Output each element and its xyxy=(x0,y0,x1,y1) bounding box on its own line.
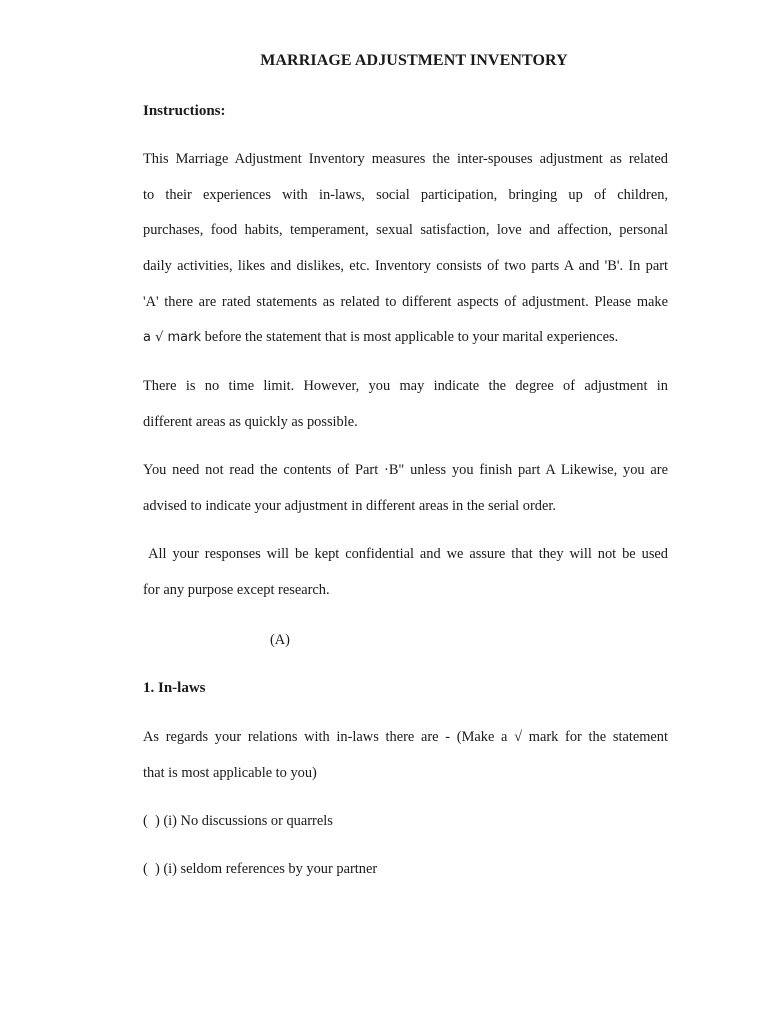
paragraph-line: different areas as quickly as possible. xyxy=(143,413,358,430)
option-item[interactable]: ( ) (i) No discussions or quarrels xyxy=(143,813,333,829)
paragraph-line: for any purpose except research. xyxy=(143,581,330,598)
paragraph-line: As regards your relations with in-laws there are - (Make a √ mark for the statement xyxy=(143,729,668,745)
paragraph-line: to their experiences with in-laws, social participation, bringing up of children, xyxy=(143,186,668,203)
paragraph-line xyxy=(143,320,668,356)
document-title: MARRIAGE ADJUSTMENT INVENTORY xyxy=(260,52,568,69)
paragraph-line: You need not read the contents of Part ·B" unless you finish part A Likewise, you are xyxy=(143,462,668,478)
paragraph-line: daily activities, likes and dislikes, etc. Inventory consists of two parts A and 'B'. In part xyxy=(143,258,668,275)
paragraph-line: that is most applicable to you) xyxy=(143,764,317,781)
instructions-paragraph-3 xyxy=(143,453,668,524)
paragraph-line: 'A' there are rated statements as related to different aspects of adjustment. Please make xyxy=(143,293,668,310)
instructions-heading: Instructions: xyxy=(143,103,226,119)
instructions-paragraph-4 xyxy=(143,537,668,608)
paragraph-line: This Marriage Adjustment Inventory measures the inter-spouses adjustment as related xyxy=(143,151,668,167)
check-mark-phrase: a √ mark xyxy=(143,330,202,346)
section-heading-in-laws: 1. In-laws xyxy=(143,680,206,696)
instructions-paragraph-2 xyxy=(143,369,668,440)
paragraph-line: All your responses will be kept confidential and we assure that they will not be used xyxy=(143,546,668,562)
paragraph-line: There is no time limit. However, you may indicate the degree of adjustment in xyxy=(143,378,668,394)
paragraph-line: purchases, food habits, temperament, sexual satisfaction, love and affection, personal xyxy=(143,222,668,239)
option-item[interactable]: ( ) (i) seldom references by your partner xyxy=(143,861,378,877)
instructions-paragraph-1 xyxy=(143,142,668,356)
paragraph-line: advised to indicate your adjustment in different areas in the serial order. xyxy=(143,497,556,514)
in-laws-question xyxy=(143,720,668,791)
paragraph-line-rest: before the statement that is most applicable to your marital experiences. xyxy=(201,329,619,346)
part-label: (A) xyxy=(270,632,290,648)
